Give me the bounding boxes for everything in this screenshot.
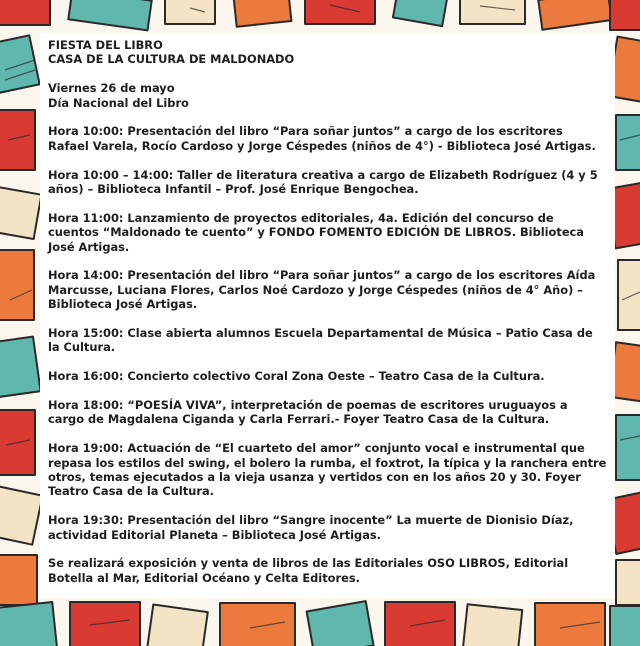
event-item: Hora 11:00: Lanzamiento de proyectos editoriales, 4a. Edición del concurso de cuentos “Maldonado te cuento” y FONDO FOMENTO EDICIÓN DE LIBROS. Biblioteca José Artigas.	[48, 210, 584, 254]
festival-title: FIESTA DEL LIBRO	[48, 38, 163, 52]
program-header	[48, 38, 607, 67]
event-item: Hora 18:00: “POESÍA VIVA”, interpretación de poemas de escritores uruguayos a cargo de Magdalena Ciganda y Carla Ferrari.- Foyer Teatro Casa de la Cultura.	[48, 398, 568, 427]
event-item: Hora 10:00: Presentación del libro “Para soñar juntos” a cargo de los escritores Rafael Varela, Rocío Cardoso y Jorge Céspedes (niños de 4°) - Biblioteca José Artigas.	[48, 124, 596, 153]
event-date: Viernes 26 de mayo	[48, 81, 175, 96]
event-item: Hora 19:30: Presentación del libro “Sangre inocente” La muerte de Dionisio Díaz, actividad Editorial Planeta – Biblioteca José Artigas.	[48, 513, 574, 542]
event-day-name: Día Nacional del Libro	[48, 95, 189, 110]
event-program	[40, 33, 615, 598]
program-footer-note: Se realizará exposición y venta de libros de las Editoriales OSO LIBROS, Editorial Botella al Mar, Editorial Océano y Celta Editores.	[48, 556, 569, 585]
event-item: Hora 16:00: Concierto colectivo Coral Zona Oeste – Teatro Casa de la Cultura.	[48, 369, 545, 384]
event-item: Hora 15:00: Clase abierta alumnos Escuela Departamental de Música – Patio Casa de la Cultura.	[48, 326, 593, 355]
event-item: Hora 10:00 – 14:00: Taller de literatura creativa a cargo de Elizabeth Rodríguez (4 y 5 años) – Biblioteca Infantil – Prof. José Enrique Bengochea.	[48, 167, 598, 197]
event-item: Hora 14:00: Presentación del libro “Para soñar juntos” a cargo de los escritores Aída Marcusse, Luciana Flores, Carlos Noé Cardozo y Jorge Céspedes (niños de 4° Año) – Biblioteca José Artigas.	[48, 268, 596, 312]
program-date	[48, 81, 607, 110]
venue-title: CASA DE LA CULTURA DE MALDONADO	[48, 52, 295, 67]
event-item: Hora 19:00: Actuación de “El cuarteto del amor” conjunto vocal e instrumental que repasa los estilos del swing, el bolero la rumba, el foxtrot, la típica y la ranchera entre otros, temas ejecutados a la vieja usanza y vertidos con en los años 20 y 30. Foyer Teatro Casa de la Cultura.	[48, 441, 607, 499]
